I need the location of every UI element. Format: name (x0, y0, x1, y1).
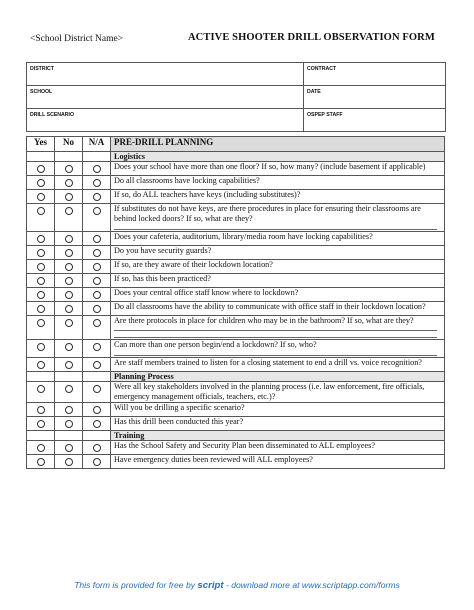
yes-radio[interactable] (37, 235, 45, 243)
group-title: Training (111, 430, 445, 440)
table-row (27, 454, 445, 468)
questions-table (26, 136, 445, 469)
date-field[interactable]: DATE (307, 89, 321, 95)
answer-line[interactable] (114, 224, 437, 230)
table-header-row (27, 137, 445, 152)
no-radio[interactable] (65, 343, 73, 351)
yes-radio[interactable] (37, 305, 45, 313)
no-radio[interactable] (65, 193, 73, 201)
school-field[interactable]: SCHOOL (27, 86, 304, 108)
question-text: Does your central office staff know where to lockdown? (111, 287, 445, 301)
col-na-header: N/A (83, 137, 111, 152)
group-title: Planning Process (111, 372, 445, 382)
question-text: If so, do ALL teachers have keys (including substitutes)? (111, 190, 445, 204)
no-radio[interactable] (65, 420, 73, 428)
district-field[interactable]: DISTRICT (27, 63, 304, 85)
na-radio[interactable] (93, 207, 101, 215)
group-title: Logistics (111, 152, 445, 162)
question-cell (111, 340, 445, 358)
info-row-district (27, 63, 445, 86)
na-radio[interactable] (93, 193, 101, 201)
table-row (27, 245, 445, 259)
table-row (27, 287, 445, 301)
ospep-staff-field[interactable]: OSPEP STAFF (307, 112, 343, 118)
table-row (27, 358, 445, 372)
table-row (27, 162, 445, 176)
info-grid (26, 62, 446, 132)
no-radio[interactable] (65, 235, 73, 243)
no-radio[interactable] (65, 165, 73, 173)
na-radio[interactable] (93, 444, 101, 452)
yes-radio[interactable] (37, 406, 45, 414)
footer-prefix: This form is provided for free by (74, 580, 196, 590)
question-text: Does your cafeteria, auditorium, library/media room have locking capabilities? (111, 231, 445, 245)
na-radio[interactable] (93, 235, 101, 243)
group-row-logistics (27, 152, 445, 162)
no-radio[interactable] (65, 249, 73, 257)
na-radio[interactable] (93, 291, 101, 299)
answer-line[interactable] (114, 332, 437, 338)
na-radio[interactable] (93, 343, 101, 351)
na-radio[interactable] (93, 263, 101, 271)
section-title: PRE-DRILL PLANNING (111, 137, 445, 152)
table-row (27, 301, 445, 315)
group-row-planning-process (27, 372, 445, 382)
na-radio[interactable] (93, 179, 101, 187)
question-cell (111, 204, 445, 232)
no-radio[interactable] (65, 444, 73, 452)
question-text: If so, are they aware of their lockdown location? (111, 259, 445, 273)
na-radio[interactable] (93, 420, 101, 428)
info-row-school (27, 86, 445, 109)
question-text: Will you be drilling a specific scenario? (111, 402, 445, 416)
yes-radio[interactable] (37, 361, 45, 369)
no-radio[interactable] (65, 319, 73, 327)
answer-line[interactable] (114, 325, 437, 331)
question-text: Do all classrooms have the ability to communicate with office staff in their lockdown location? (111, 301, 445, 315)
footer-suffix[interactable]: - download more at www.scriptapp.com/forms (225, 580, 400, 590)
na-radio[interactable] (93, 458, 101, 466)
no-radio[interactable] (65, 458, 73, 466)
yes-radio[interactable] (37, 444, 45, 452)
question-text: Does your school have more than one floor? If so, how many? (include basement if applicable) (111, 162, 445, 176)
yes-radio[interactable] (37, 420, 45, 428)
yes-radio[interactable] (37, 343, 45, 351)
drill-scenario-field[interactable]: DRILL SCENARIO (27, 109, 304, 131)
no-radio[interactable] (65, 361, 73, 369)
no-radio[interactable] (65, 291, 73, 299)
footer-credit (0, 580, 474, 591)
yes-radio[interactable] (37, 458, 45, 466)
no-radio[interactable] (65, 207, 73, 215)
table-row (27, 382, 445, 403)
yes-radio[interactable] (37, 277, 45, 285)
no-radio[interactable] (65, 305, 73, 313)
contract-field[interactable]: CONTRACT (307, 66, 337, 72)
question-text: Are staff members trained to listen for a closing statement to end a drill vs. voice recognition? (111, 358, 445, 372)
na-radio[interactable] (93, 361, 101, 369)
na-radio[interactable] (93, 305, 101, 313)
yes-radio[interactable] (37, 179, 45, 187)
question-text: Have emergency duties been reviewed will ALL employees? (111, 454, 445, 468)
question-cell (111, 315, 445, 340)
no-radio[interactable] (65, 179, 73, 187)
question-text: Do all classrooms have locking capabilities? (111, 176, 445, 190)
col-no-header: No (55, 137, 83, 152)
table-row (27, 176, 445, 190)
question-text: If substitutes do not have keys, are there procedures in place for ensuring their classrooms are behind locked doors? If so, what are they? (114, 204, 421, 223)
brand-logo[interactable]: script (197, 580, 224, 591)
no-radio[interactable] (65, 385, 73, 393)
no-radio[interactable] (65, 406, 73, 414)
table-row (27, 190, 445, 204)
table-row (27, 273, 445, 287)
question-text: Has this drill been conducted this year? (111, 416, 445, 430)
col-yes-header: Yes (27, 137, 55, 152)
question-text: Do you have security guards? (111, 245, 445, 259)
yes-radio[interactable] (37, 249, 45, 257)
table-row (27, 340, 445, 358)
yes-radio[interactable] (37, 263, 45, 271)
na-radio[interactable] (93, 249, 101, 257)
table-row (27, 402, 445, 416)
question-text: Were all key stakeholders involved in the planning process (i.e. law enforcement, fire officials, emergency management officials, teachers, etc.)? (111, 382, 445, 403)
no-radio[interactable] (65, 263, 73, 271)
no-radio[interactable] (65, 277, 73, 285)
school-district-name: <School District Name> (30, 34, 124, 44)
question-text: Has the School Safety and Security Plan been disseminated to ALL employees? (111, 440, 445, 454)
yes-radio[interactable] (37, 385, 45, 393)
question-text: Are there protocols in place for children who may be in the bathroom? If so, what are they? (114, 315, 414, 325)
yes-radio[interactable] (37, 165, 45, 173)
question-text: If so, has this been practiced? (111, 273, 445, 287)
na-radio[interactable] (93, 406, 101, 414)
na-radio[interactable] (93, 319, 101, 327)
table-row (27, 315, 445, 340)
table-row (27, 440, 445, 454)
answer-line[interactable] (114, 350, 437, 356)
na-radio[interactable] (93, 385, 101, 393)
table-row (27, 231, 445, 245)
na-radio[interactable] (93, 277, 101, 285)
info-row-scenario (27, 109, 445, 131)
table-row (27, 259, 445, 273)
form-title: ACTIVE SHOOTER DRILL OBSERVATION FORM (188, 32, 435, 43)
na-radio[interactable] (93, 165, 101, 173)
yes-radio[interactable] (37, 291, 45, 299)
yes-radio[interactable] (37, 193, 45, 201)
yes-radio[interactable] (37, 319, 45, 327)
question-text: Can more than one person begin/end a lockdown? If so, who? (114, 340, 317, 350)
table-row (27, 416, 445, 430)
yes-radio[interactable] (37, 207, 45, 215)
table-row (27, 204, 445, 232)
group-row-training (27, 430, 445, 440)
